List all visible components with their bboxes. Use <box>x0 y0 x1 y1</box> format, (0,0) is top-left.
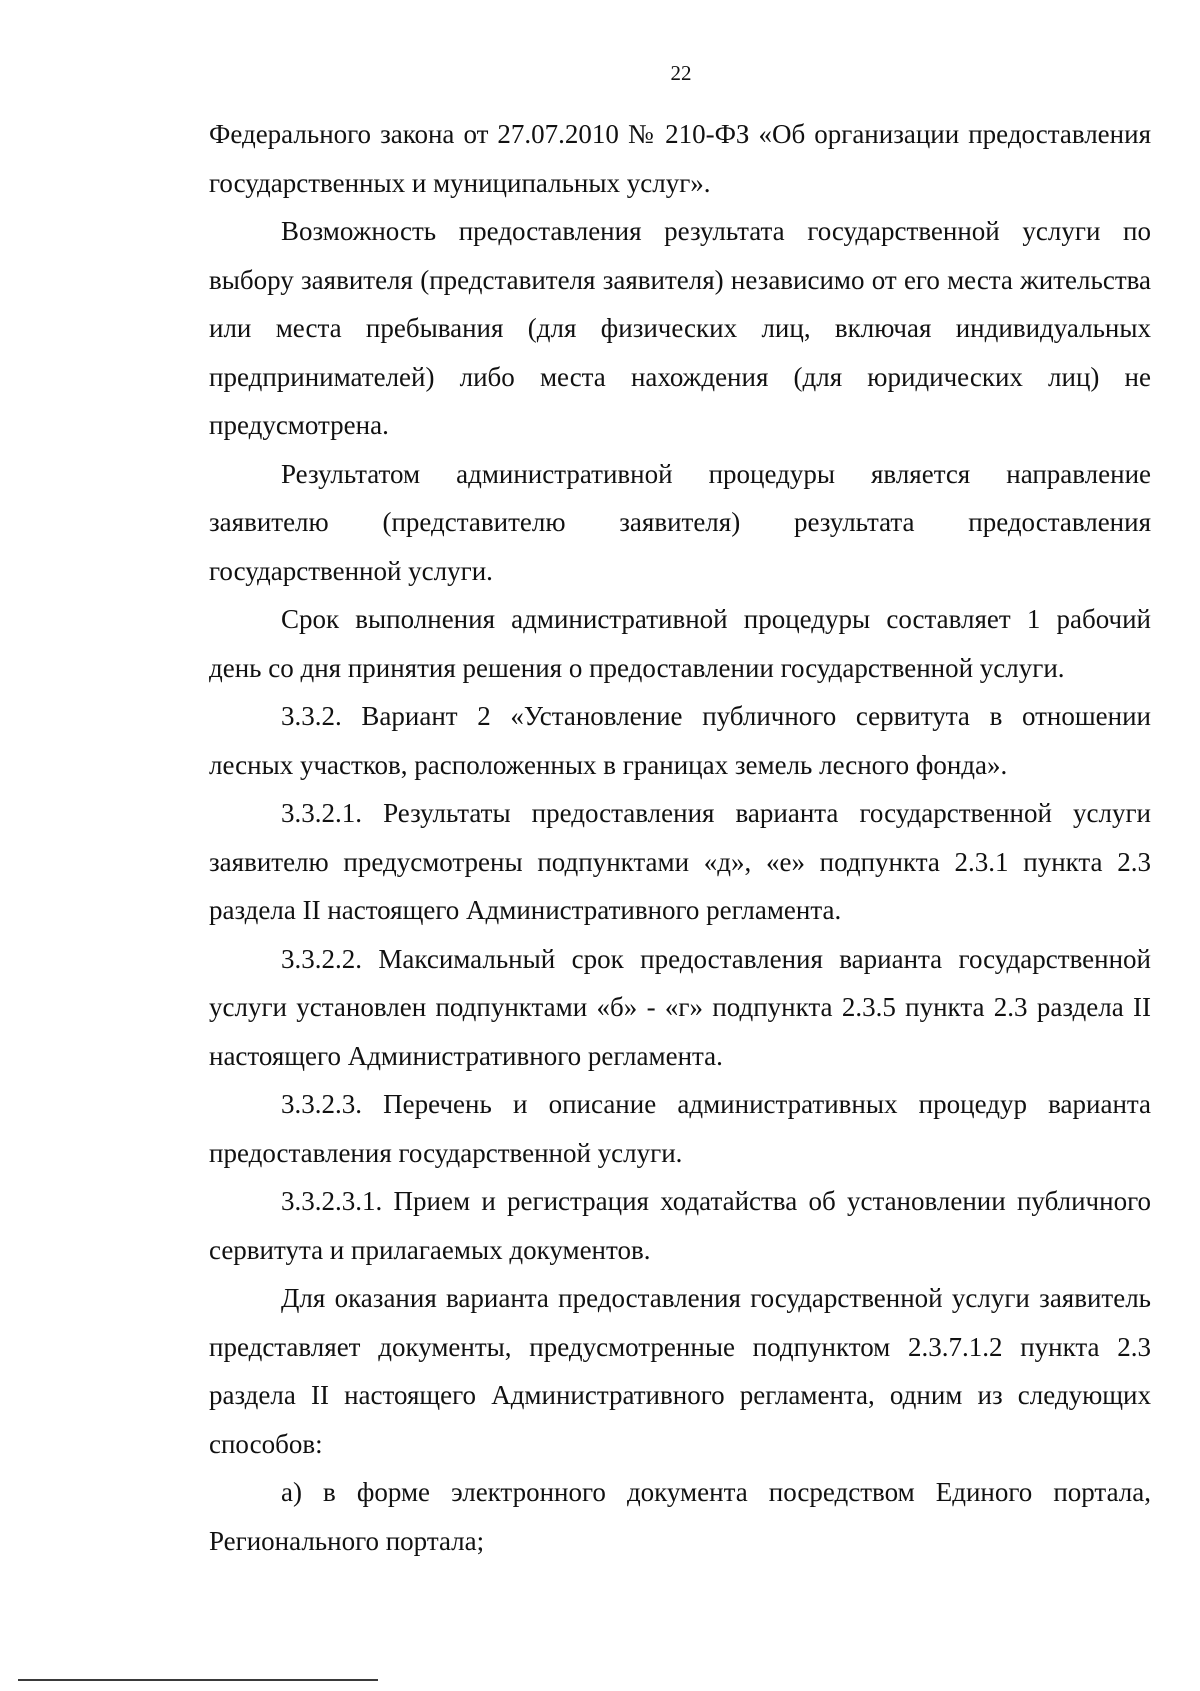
paragraph-result-location: Возможность предоставления результата государственной услуги по выбору заявителя (представителя заявителя) независимо от его места жительства или места пребывания (для физических лиц, включая индивидуальных предпринимателей) либо места нахождения (для юридических лиц) не предусмотрена. <box>209 216 1151 440</box>
paragraph-variant-2: 3.3.2. Вариант 2 «Установление публичного сервитута в отношении лесных участков, расположенных в границах земель лесного фонда». <box>209 701 1151 780</box>
paragraph-documents-submission: Для оказания варианта предоставления государственной услуги заявитель представляет документы, предусмотренные подпунктом 2.3.7.1.2 пункта 2.3 раздела II настоящего Административного регламента, одним из следующих способов: <box>209 1283 1151 1459</box>
paragraph-option-a: а) в форме электронного документа посредством Единого портала, Регионального портала; <box>209 1477 1151 1556</box>
paragraph-3-3-2-3: 3.3.2.3. Перечень и описание административных процедур варианта предоставления государственной услуги. <box>209 1089 1151 1168</box>
paragraph-3-3-2-2: 3.3.2.2. Максимальный срок предоставления варианта государственной услуги установлен подпунктами «б» - «г» подпункта 2.3.5 пункта 2.3 раздела II настоящего Административного регламента. <box>209 943 1151 1071</box>
paragraph-3-3-2-1: 3.3.2.1. Результаты предоставления варианта государственной услуги заявителю предусмотрены подпунктами «д», «е» подпункта 2.3.1 пункта 2.3 раздела II настоящего Административного регламента. <box>209 798 1151 925</box>
paragraph-3-3-2-3-1: 3.3.2.3.1. Прием и регистрация ходатайства об установлении публичного сервитута и прилагаемых документов. <box>209 1186 1151 1265</box>
paragraph-law-reference: Федерального закона от 27.07.2010 № 210-ФЗ «Об организации предоставления государственных и муниципальных услуг». <box>209 119 1151 198</box>
paragraph-procedure-term: Срок выполнения административной процедуры составляет 1 рабочий день со дня принятия решения о предоставлении государственной услуги. <box>209 604 1151 683</box>
bottom-divider <box>18 1679 378 1681</box>
document-body <box>209 110 1151 1565</box>
page-number: 22 <box>670 61 692 85</box>
paragraph-procedure-result: Результатом административной процедуры является направление заявителю (представителю заявителя) результата предоставления государственной услуги. <box>209 458 1151 586</box>
